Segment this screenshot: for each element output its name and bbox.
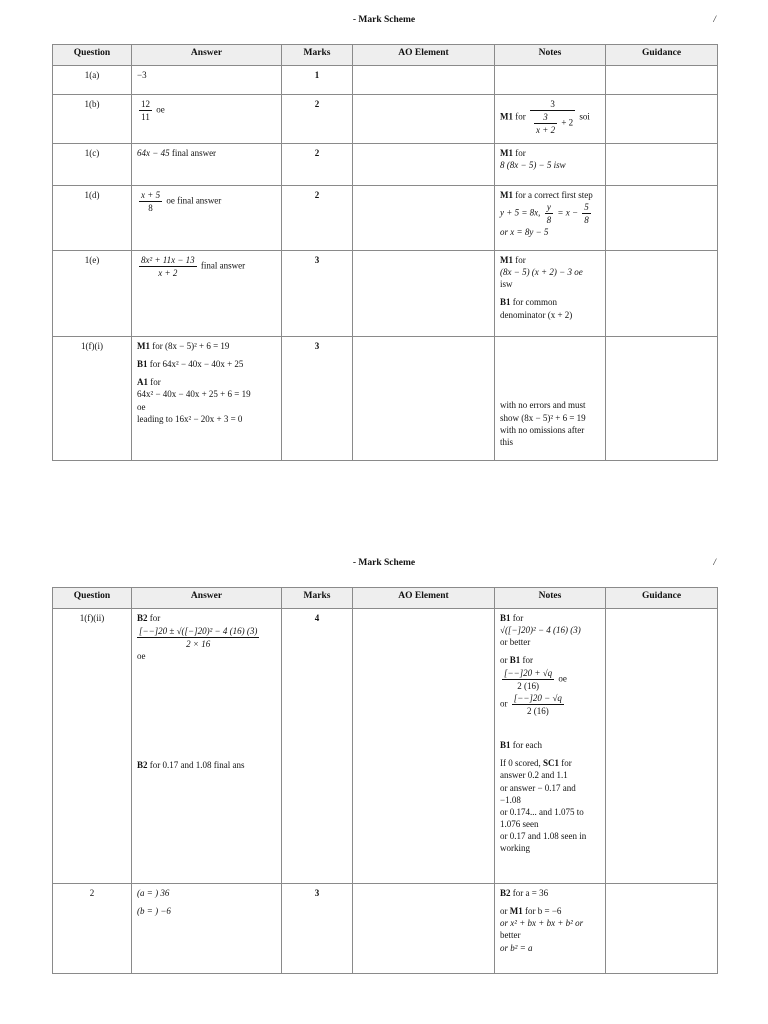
ao-element-cell: [353, 251, 495, 337]
column-header-notes: Notes: [495, 588, 606, 609]
ao-element-cell: [353, 337, 495, 461]
fraction-denominator: 2 (16): [526, 705, 549, 716]
question-cell: 1(a): [53, 66, 132, 95]
table-header-row: [53, 588, 718, 609]
fraction-numerator: x + 5: [139, 189, 162, 202]
notes-text: y + 5 = 8x,: [500, 207, 541, 218]
guidance-cell: [606, 95, 718, 144]
notes-cell: [495, 144, 606, 186]
answer-text: for 0.17 and 1.08 final ans: [149, 759, 245, 770]
guidance-cell: [606, 609, 718, 884]
mark-code: B1: [500, 297, 511, 308]
column-header-guidance: Guidance: [606, 588, 718, 609]
notes-cell: [495, 186, 606, 251]
notes-text: oe: [558, 673, 567, 684]
notes-text: If 0 scored,: [500, 758, 541, 769]
guidance-cell: [606, 144, 718, 186]
mark-code: A1: [137, 377, 148, 388]
fraction-numerator: 3: [530, 98, 575, 111]
answer-text: for (8x − 5)² + 6 = 19: [152, 341, 230, 351]
fraction-denominator: 11: [141, 112, 150, 123]
answer-cell: [132, 884, 282, 974]
fraction-numerator: 8x² + 11x − 13: [139, 254, 197, 267]
ao-element-cell: [353, 144, 495, 186]
fraction-denominator: 8: [546, 215, 552, 226]
fraction-numerator: 5: [582, 201, 591, 214]
answer-suffix: final answer: [200, 260, 246, 271]
column-header-marks: Marks: [282, 45, 353, 66]
notes-cell: [495, 95, 606, 144]
notes-text: for b = −6: [525, 906, 562, 917]
table-row: [53, 609, 718, 884]
notes-text: for: [515, 255, 526, 265]
marks-cell: 3: [282, 337, 353, 461]
notes-text: this: [500, 436, 514, 447]
mark-code: B1: [137, 359, 148, 370]
answer-fraction: [139, 189, 162, 214]
marks-cell: 3: [282, 884, 353, 974]
marks-cell: 2: [282, 144, 353, 186]
notes-expression: [500, 201, 600, 226]
notes-text: + 2: [561, 117, 574, 128]
guidance-cell: [606, 186, 718, 251]
answer-fraction: [139, 98, 152, 123]
ao-element-cell: [353, 186, 495, 251]
notes-text: soi: [579, 111, 590, 122]
question-cell: 1(f)(i): [53, 337, 132, 461]
answer-fraction: [137, 625, 259, 650]
answer-suffix: oe final answer: [166, 195, 222, 206]
table-row: [53, 337, 718, 461]
marks-cell: 3: [282, 251, 353, 337]
notes-expression: 8 (8x − 5) − 5 isw: [500, 160, 566, 171]
answer-text: (a = ) 36: [137, 888, 170, 898]
notes-text: = x −: [557, 207, 579, 218]
notes-text: or x² + bx + bx + b² or: [500, 918, 584, 929]
table-row: [53, 66, 718, 95]
notes-text: with no errors and must: [500, 400, 586, 411]
column-header-answer: Answer: [132, 588, 282, 609]
notes-text: better: [500, 930, 521, 941]
answer-suffix: final answer: [171, 148, 217, 158]
notes-cell: [495, 251, 606, 337]
notes-text: for common: [512, 297, 558, 308]
mark-code: B2: [137, 613, 148, 623]
page-mark: /: [713, 558, 716, 568]
column-header-question: Question: [53, 45, 132, 66]
notes-text: for: [515, 111, 526, 122]
notes-expression: √([−]20)² − 4 (16) (3): [500, 625, 581, 636]
answer-cell: [132, 251, 282, 337]
fraction-denominator: 2 × 16: [186, 639, 211, 650]
notes-fraction: [502, 667, 554, 692]
notes-text: 1.076 seen: [500, 818, 539, 829]
column-header-guidance: Guidance: [606, 45, 718, 66]
ao-element-cell: [353, 66, 495, 95]
notes-text: isw: [500, 279, 513, 290]
mark-code: B2: [137, 759, 148, 770]
notes-text: working: [500, 843, 530, 854]
fraction-numerator: 12: [139, 98, 152, 111]
notes-fraction: [582, 201, 591, 226]
notes-text: denominator (x + 2): [500, 309, 573, 320]
notes-text: with no omissions after: [500, 424, 585, 435]
answer-cell: [132, 95, 282, 144]
column-header-ao-element: AO Element: [353, 588, 495, 609]
fraction-numerator: [−−]20 − √q: [512, 692, 564, 705]
answer-cell: [132, 609, 282, 884]
notes-text: for: [515, 148, 526, 158]
question-cell: 1(b): [53, 95, 132, 144]
page-header-2: [0, 558, 768, 572]
mark-code: M1: [509, 906, 523, 917]
ao-element-cell: [353, 609, 495, 884]
mark-code: B1: [500, 740, 511, 751]
table-row: [53, 251, 718, 337]
guidance-cell: [606, 884, 718, 974]
notes-text: or: [500, 655, 508, 666]
notes-cell: [495, 66, 606, 95]
fraction-numerator: [−−]20 + √q: [502, 667, 554, 680]
notes-text: for: [512, 613, 524, 623]
question-cell: 1(e): [53, 251, 132, 337]
answer-cell: [132, 144, 282, 186]
question-cell: 2: [53, 884, 132, 974]
inner-fraction: [534, 111, 557, 136]
notes-text: for: [522, 655, 534, 666]
answer-expression: 64x − 45: [137, 148, 170, 158]
answer-text: for 64x² − 40x − 40x + 25: [149, 359, 244, 370]
table-row: [53, 884, 718, 974]
ao-element-cell: [353, 884, 495, 974]
mark-code: M1: [500, 190, 513, 200]
question-cell: 1(c): [53, 144, 132, 186]
answer-fraction: [139, 254, 197, 279]
notes-text: or b² = a: [500, 942, 533, 953]
fraction-denominator: x + 2: [158, 268, 178, 279]
answer-cell: −3: [132, 66, 282, 95]
fraction-numerator: [−−]20 ± √([−]20)² − 4 (16) (3): [137, 625, 259, 638]
notes-text: answer 0.2 and 1.1: [500, 770, 568, 781]
notes-text: or: [500, 698, 508, 709]
mark-code: M1: [500, 255, 513, 265]
notes-cell: [495, 609, 606, 884]
page-mark: /: [713, 15, 716, 25]
notes-text: for: [561, 758, 572, 769]
page-header-1: [0, 15, 768, 29]
column-header-answer: Answer: [132, 45, 282, 66]
notes-text: or: [500, 906, 508, 917]
notes-text: −1.08: [500, 794, 521, 805]
guidance-cell: [606, 251, 718, 337]
notes-text: for each: [512, 740, 542, 751]
fraction-denominator: x + 2: [536, 125, 556, 136]
marks-cell: 2: [282, 186, 353, 251]
column-header-ao-element: AO Element: [353, 45, 495, 66]
answer-text: oe: [137, 651, 146, 662]
notes-text: for a correct first step: [515, 190, 593, 200]
answer-text: for: [150, 377, 161, 388]
table-header-row: [53, 45, 718, 66]
notes-text: for a = 36: [512, 888, 549, 898]
mark-code: M1: [137, 341, 150, 351]
answer-text: leading to 16x² − 20x + 3 = 0: [137, 413, 243, 424]
notes-text: or 0.17 and 1.08 seen in: [500, 831, 587, 842]
answer-text: oe: [137, 401, 146, 412]
answer-text: 64x² − 40x − 40x + 25 + 6 = 19: [137, 389, 251, 400]
notes-cell: [495, 884, 606, 974]
notes-text: or x = 8y − 5: [500, 227, 549, 238]
notes-text: show (8x − 5)² + 6 = 19: [500, 412, 586, 423]
notes-text: or 0.174... and 1.075 to: [500, 806, 584, 817]
answer-text: (b = ) −6: [137, 906, 171, 917]
table-row: [53, 186, 718, 251]
fraction-denominator: 2 (16): [517, 680, 539, 691]
question-cell: 1(d): [53, 186, 132, 251]
mark-code: B1: [500, 613, 511, 623]
marks-cell: 4: [282, 609, 353, 884]
answer-text: for: [149, 613, 161, 623]
fraction-denominator: 8: [148, 203, 153, 214]
marks-cell: 1: [282, 66, 353, 95]
notes-cell: [495, 337, 606, 461]
mark-scheme-table-2: [52, 587, 718, 974]
answer-cell: [132, 337, 282, 461]
mark-code: B1: [509, 655, 521, 666]
answer-suffix: oe: [156, 104, 165, 115]
mark-code: M1: [500, 111, 513, 122]
notes-fraction: [545, 201, 554, 226]
column-header-question: Question: [53, 588, 132, 609]
column-header-notes: Notes: [495, 45, 606, 66]
notes-text: or better: [500, 637, 531, 648]
mark-code: B2: [500, 888, 511, 898]
ao-element-cell: [353, 95, 495, 144]
marks-cell: 2: [282, 95, 353, 144]
notes-expression: (8x − 5) (x + 2) − 3 oe: [500, 267, 583, 278]
notes-fraction: [530, 98, 575, 136]
mark-scheme-table-1: [52, 44, 718, 461]
column-header-marks: Marks: [282, 588, 353, 609]
table-row: [53, 95, 718, 144]
mark-code: SC1: [542, 758, 559, 769]
question-cell: 1(f)(ii): [53, 609, 132, 884]
guidance-cell: [606, 337, 718, 461]
mark-code: M1: [500, 148, 513, 158]
fraction-denominator: 8: [584, 215, 589, 226]
guidance-cell: [606, 66, 718, 95]
notes-fraction: [512, 692, 564, 717]
answer-cell: [132, 186, 282, 251]
page-title: - Mark Scheme: [352, 15, 416, 25]
table-row: [53, 144, 718, 186]
fraction-numerator: y: [545, 201, 554, 214]
page-title: - Mark Scheme: [352, 558, 416, 568]
fraction-numerator: 3: [534, 111, 557, 124]
fraction-denominator: [530, 111, 575, 136]
notes-text: or answer − 0.17 and: [500, 782, 576, 793]
